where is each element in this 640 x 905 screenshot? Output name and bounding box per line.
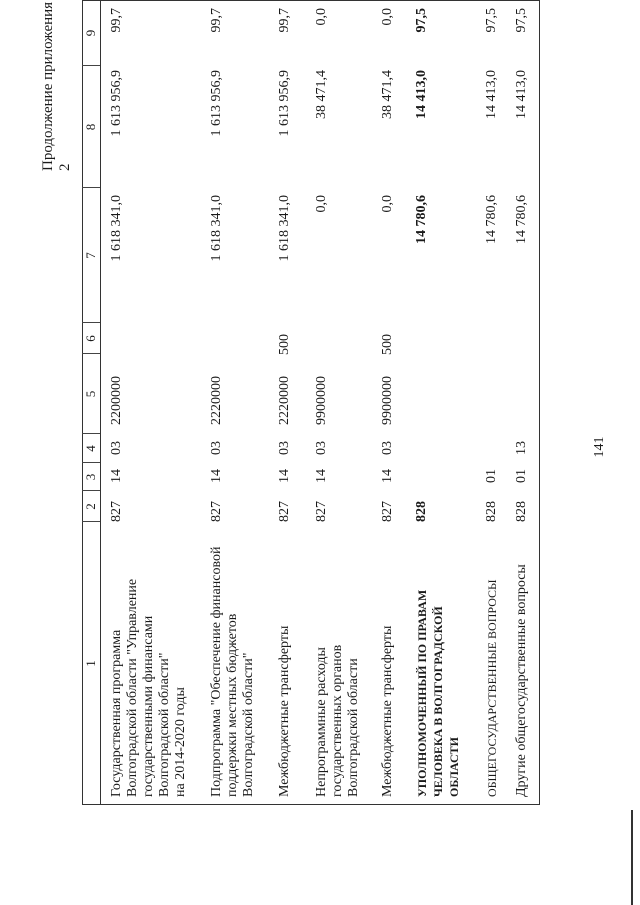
- cell-expense-type: 500: [277, 334, 292, 355]
- column-header: 1: [83, 660, 98, 667]
- cell-subsection: 03: [209, 441, 224, 455]
- cell-actual: 14 413,0: [484, 70, 499, 119]
- row-name: [380, 517, 396, 797]
- cell-plan: 1 618 341,0: [109, 195, 124, 262]
- name-line: ЧЕЛОВЕКА В ВОЛГОГРАДСКОЙ: [431, 606, 445, 797]
- cell-admin-code: 828: [514, 501, 529, 522]
- cell-subsection: 03: [277, 441, 292, 455]
- cell-actual: 14 413,0: [514, 70, 529, 119]
- cell-admin-code: 828: [414, 501, 429, 522]
- name-line: поддержки местных бюджетов: [225, 613, 240, 797]
- cell-plan: 0,0: [380, 195, 395, 213]
- name-line: Волгоградской области "Управление: [125, 578, 140, 797]
- row-name: [209, 517, 257, 797]
- name-line: Межбюджетные трансферты: [277, 625, 292, 797]
- cell-target-article: 9900000: [314, 376, 329, 425]
- row-name: [109, 517, 189, 797]
- cell-target-article: 9900000: [380, 376, 395, 425]
- column-header: 7: [83, 252, 98, 259]
- cell-actual: 38 471,4: [314, 70, 329, 119]
- cell-admin-code: 827: [277, 501, 292, 522]
- cell-subsection: 03: [314, 441, 329, 455]
- name-line: Другие общегосударственные вопросы: [514, 564, 529, 797]
- cell-section: 14: [314, 469, 329, 483]
- cell-section: 14: [209, 469, 224, 483]
- cell-target-article: 2220000: [209, 376, 224, 425]
- cell-admin-code: 827: [109, 501, 124, 522]
- name-line: ОБЩЕГОСУДАРСТВЕННЫЕ ВОПРОСЫ: [485, 579, 499, 797]
- cell-subsection: 03: [109, 441, 124, 455]
- cell-percent: 0,0: [314, 8, 329, 26]
- column-header: 2: [83, 503, 98, 510]
- row-name: [314, 517, 362, 797]
- cell-percent: 99,7: [277, 8, 292, 33]
- name-line: Подпрограмма "Обеспечение финансовой: [209, 546, 224, 797]
- cell-actual: 1 613 956,9: [209, 70, 224, 137]
- column-header: 6: [83, 335, 98, 342]
- cell-section: 01: [484, 469, 499, 483]
- cell-actual: 14 413,0: [414, 70, 429, 119]
- column-header: 9: [83, 29, 98, 37]
- cell-subsection: 03: [380, 441, 395, 455]
- cell-percent: 97,5: [414, 8, 429, 33]
- cell-percent: 97,5: [514, 8, 529, 33]
- name-line: Волгоградской области": [241, 652, 256, 797]
- cell-target-article: 2220000: [277, 376, 292, 425]
- cell-section: 01: [514, 469, 529, 483]
- cell-admin-code: 828: [484, 501, 499, 522]
- column-header: 4: [83, 445, 98, 452]
- cell-plan: 14 780,6: [484, 195, 499, 244]
- column-header: 5: [83, 390, 98, 398]
- cell-actual: 1 613 956,9: [109, 70, 124, 137]
- cell-percent: 97,5: [484, 8, 499, 33]
- column-header: 3: [83, 473, 98, 481]
- name-line: Государственная программа: [109, 629, 124, 797]
- row-name: [414, 517, 462, 797]
- name-line: государственными финансами: [141, 615, 156, 797]
- name-line: Непрограммные расходы: [314, 647, 329, 797]
- cell-admin-code: 827: [314, 501, 329, 522]
- continuation-note: Продолжение приложения 2: [40, 1, 73, 171]
- name-line: Волгоградской области: [346, 658, 361, 797]
- cell-plan: 1 618 341,0: [277, 195, 292, 262]
- cell-plan: 14 780,6: [414, 195, 429, 244]
- cell-percent: 0,0: [380, 8, 395, 26]
- name-line: Межбюджетные трансферты: [380, 625, 395, 797]
- name-line: Волгоградской области": [157, 652, 172, 797]
- corner-rule: [631, 810, 633, 905]
- row-name: [277, 517, 293, 797]
- cell-admin-code: 827: [380, 501, 395, 522]
- cell-percent: 99,7: [109, 8, 124, 33]
- row-name: [514, 517, 530, 797]
- row-name: [484, 517, 500, 797]
- cell-target-article: 2200000: [109, 376, 124, 425]
- cell-section: 14: [380, 469, 395, 483]
- cell-actual: 1 613 956,9: [277, 70, 292, 137]
- budget-table: [82, 0, 540, 805]
- name-line: ОБЛАСТИ: [447, 737, 461, 797]
- cell-subsection: 13: [514, 441, 529, 455]
- cell-percent: 99,7: [209, 8, 224, 33]
- cell-plan: 0,0: [314, 195, 329, 213]
- cell-expense-type: 500: [380, 334, 395, 355]
- cell-plan: 1 618 341,0: [209, 195, 224, 262]
- name-line: УПОЛНОМОЧЕННЫЙ ПО ПРАВАМ: [415, 589, 429, 797]
- page-number: 141: [592, 436, 607, 458]
- cell-section: 14: [109, 469, 124, 483]
- cell-admin-code: 827: [209, 501, 224, 522]
- column-header: 8: [83, 123, 98, 131]
- cell-actual: 38 471,4: [380, 70, 395, 119]
- name-line: государственных органов: [330, 644, 345, 797]
- cell-plan: 14 780,6: [514, 195, 529, 244]
- cell-section: 14: [277, 469, 292, 483]
- header-rule: [100, 0, 101, 805]
- name-line: на 2014-2020 годы: [173, 687, 188, 797]
